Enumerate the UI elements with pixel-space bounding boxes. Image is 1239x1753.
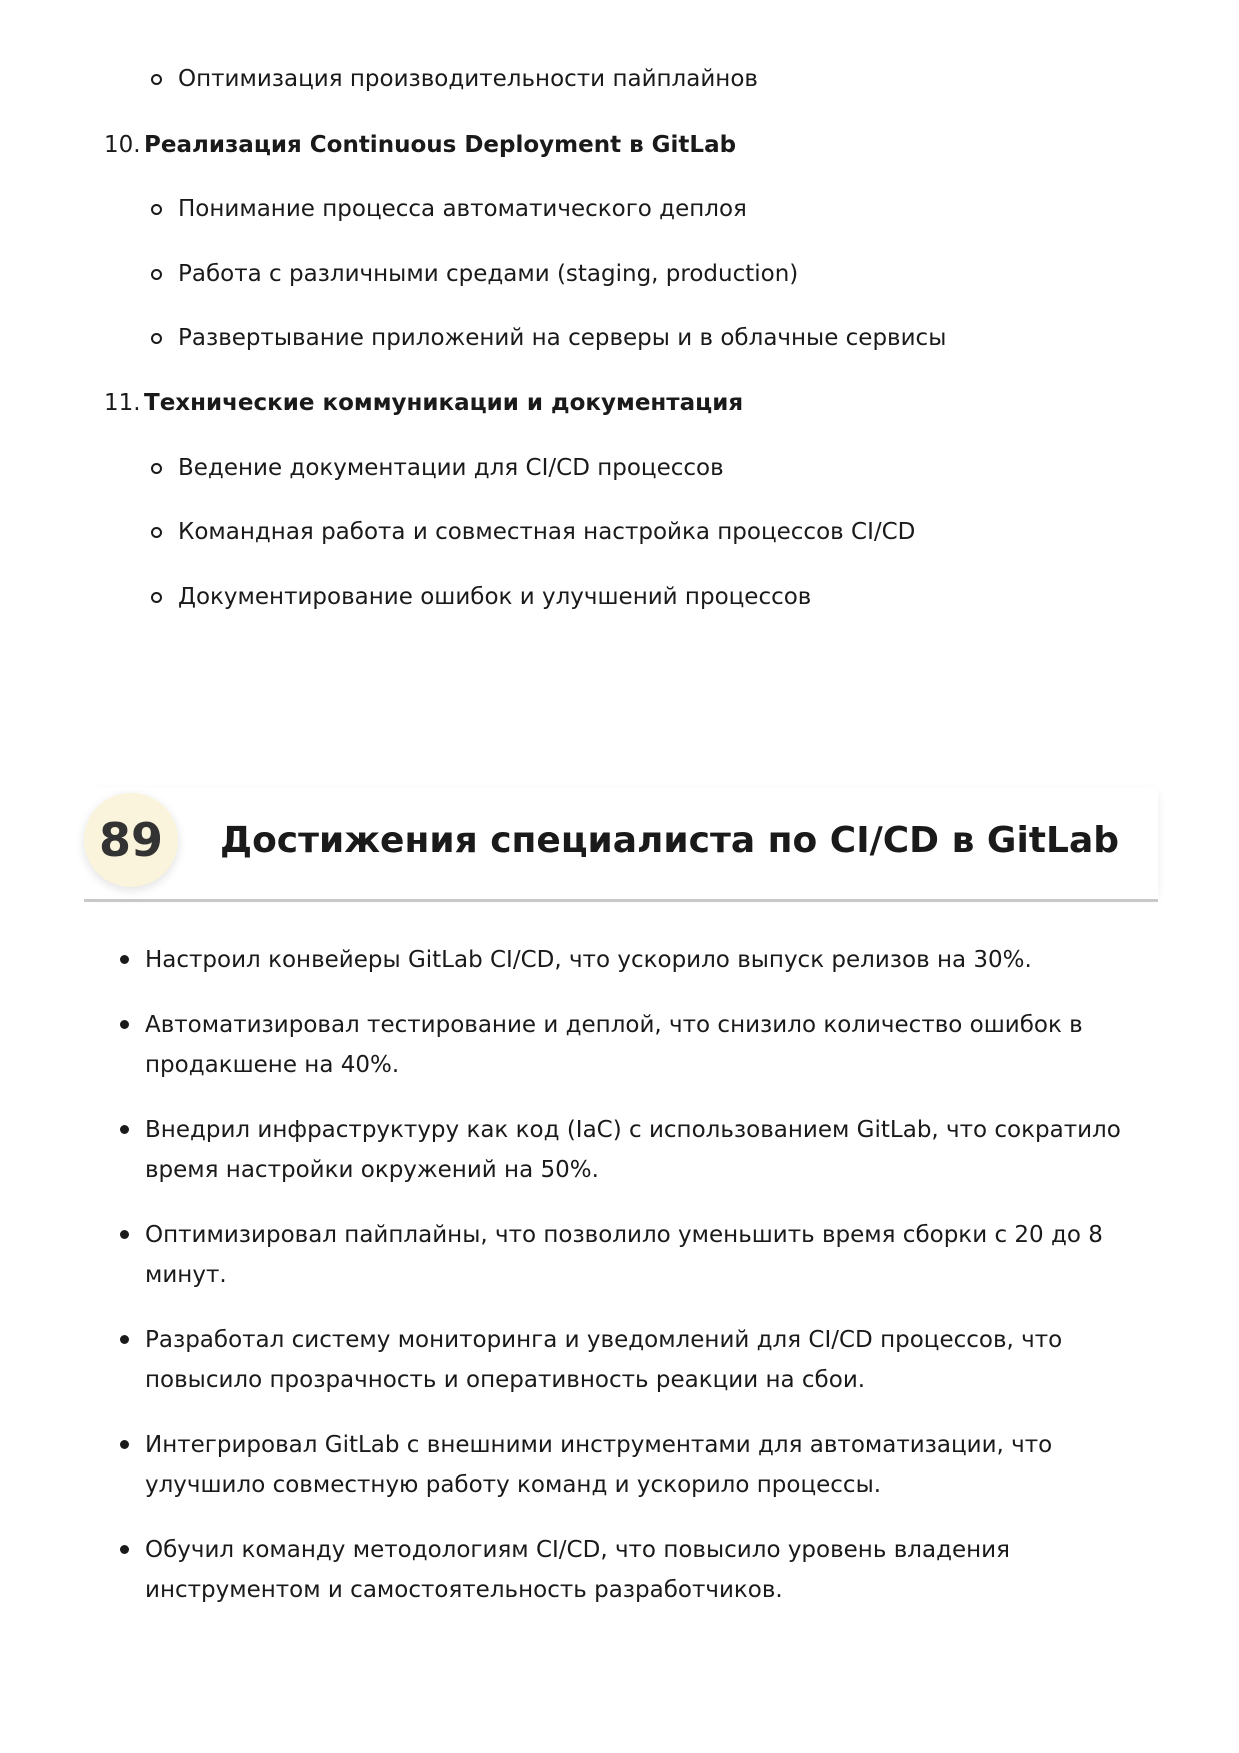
item-number: 10. [104, 132, 141, 158]
list-item: Автоматизировал тестирование и деплой, что снизило количество ошибок в продакшене на 40%. [145, 1005, 1155, 1085]
list-item: Обучил команду методологиям CI/CD, что повысило уровень владения инструментом и самостоятельность разработчиков. [145, 1530, 1155, 1610]
list-item: Разработал систему мониторинга и уведомлений для CI/CD процессов, что повысило прозрачность и оперативность реакции на сбои. [145, 1320, 1155, 1400]
list-item: Интегрировал GitLab с внешними инструментами для автоматизации, что улучшило совместную работу команд и ускорило процессы. [145, 1425, 1155, 1505]
list-subitem: Командная работа и совместная настройка процессов CI/CD [178, 519, 916, 545]
list-item: Настроил конвейеры GitLab CI/CD, что ускорило выпуск релизов на 30%. [145, 940, 1155, 980]
section-number-badge: 89 [84, 793, 178, 887]
list-subitem: Понимание процесса автоматического деплоя [178, 196, 747, 222]
item-title: Технические коммуникации и документация [144, 390, 744, 416]
list-subitem: Развертывание приложений на серверы и в облачные сервисы [178, 325, 947, 351]
section-header [84, 787, 1158, 902]
numbered-item-11 [104, 388, 743, 418]
item-title: Реализация Continuous Deployment в GitLab [144, 132, 737, 158]
numbered-item-10 [104, 130, 736, 160]
list-subitem: Оптимизация производительности пайплайнов [178, 66, 758, 92]
list-subitem: Работа с различными средами (staging, production) [178, 261, 799, 287]
item-number: 11. [104, 390, 141, 416]
list-item: Оптимизировал пайплайны, что позволило уменьшить время сборки с 20 до 8 минут. [145, 1215, 1155, 1295]
section-title: Достижения специалиста по CI/CD в GitLab [220, 820, 1120, 861]
list-subitem: Ведение документации для CI/CD процессов [178, 455, 724, 481]
list-item: Внедрил инфраструктуру как код (IaC) с использованием GitLab, что сократило время настройки окружений на 50%. [145, 1110, 1155, 1190]
achievements-list [145, 940, 1155, 1635]
list-subitem: Документирование ошибок и улучшений процессов [178, 584, 812, 610]
